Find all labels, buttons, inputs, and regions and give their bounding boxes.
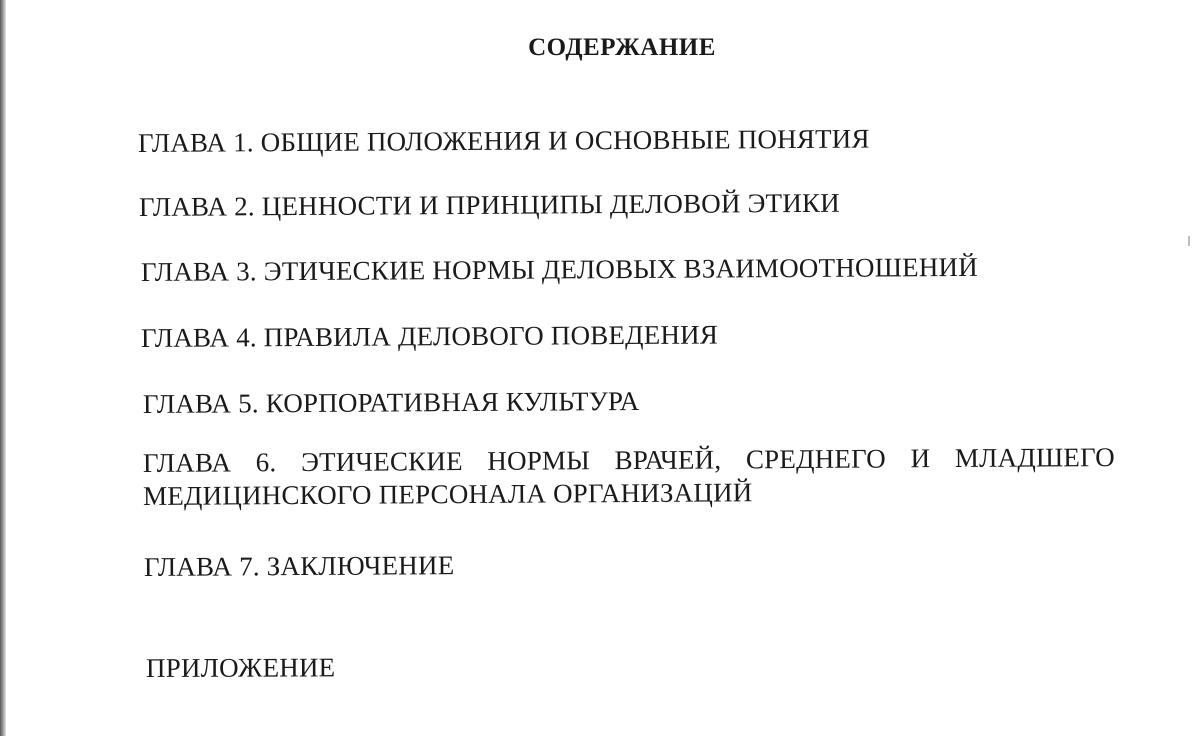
toc-entry-chapter-1: ГЛАВА 1. ОБЩИЕ ПОЛОЖЕНИЯ И ОСНОВНЫЕ ПОНЯТИЯ xyxy=(137,123,870,158)
toc-entry-chapter-7: ГЛАВА 7. ЗАКЛЮЧЕНИЕ xyxy=(143,550,455,582)
toc-entry-chapter-2: ГЛАВА 2. ЦЕННОСТИ И ПРИНЦИПЫ ДЕЛОВОЙ ЭТИКИ xyxy=(138,187,840,222)
toc-entry-chapter-6-line-1: ГЛАВА 6. ЭТИЧЕСКИЕ НОРМЫ ВРАЧЕЙ, СРЕДНЕГО И МЛАДШЕГО xyxy=(142,442,1115,479)
scan-edge-shadow xyxy=(0,0,6,736)
scan-speck xyxy=(1188,236,1190,246)
toc-entry-chapter-4: ГЛАВА 4. ПРАВИЛА ДЕЛОВОГО ПОВЕДЕНИЯ xyxy=(140,319,719,353)
toc-entry-chapter-6 xyxy=(143,441,1115,513)
toc-entry-chapter-3: ГЛАВА 3. ЭТИЧЕСКИЕ НОРМЫ ДЕЛОВЫХ ВЗАИМООТНОШЕНИЙ xyxy=(140,251,978,287)
toc-entry-chapter-5: ГЛАВА 5. КОРПОРАТИВНАЯ КУЛЬТУРА xyxy=(142,385,640,419)
toc-entry-appendix: ПРИЛОЖЕНИЕ xyxy=(145,652,336,683)
page-title: СОДЕРЖАНИЕ xyxy=(528,34,716,61)
toc-entry-chapter-6-line-2: МЕДИЦИНСКОГО ПЕРСОНАЛА ОРГАНИЗАЦИЙ xyxy=(143,477,753,511)
